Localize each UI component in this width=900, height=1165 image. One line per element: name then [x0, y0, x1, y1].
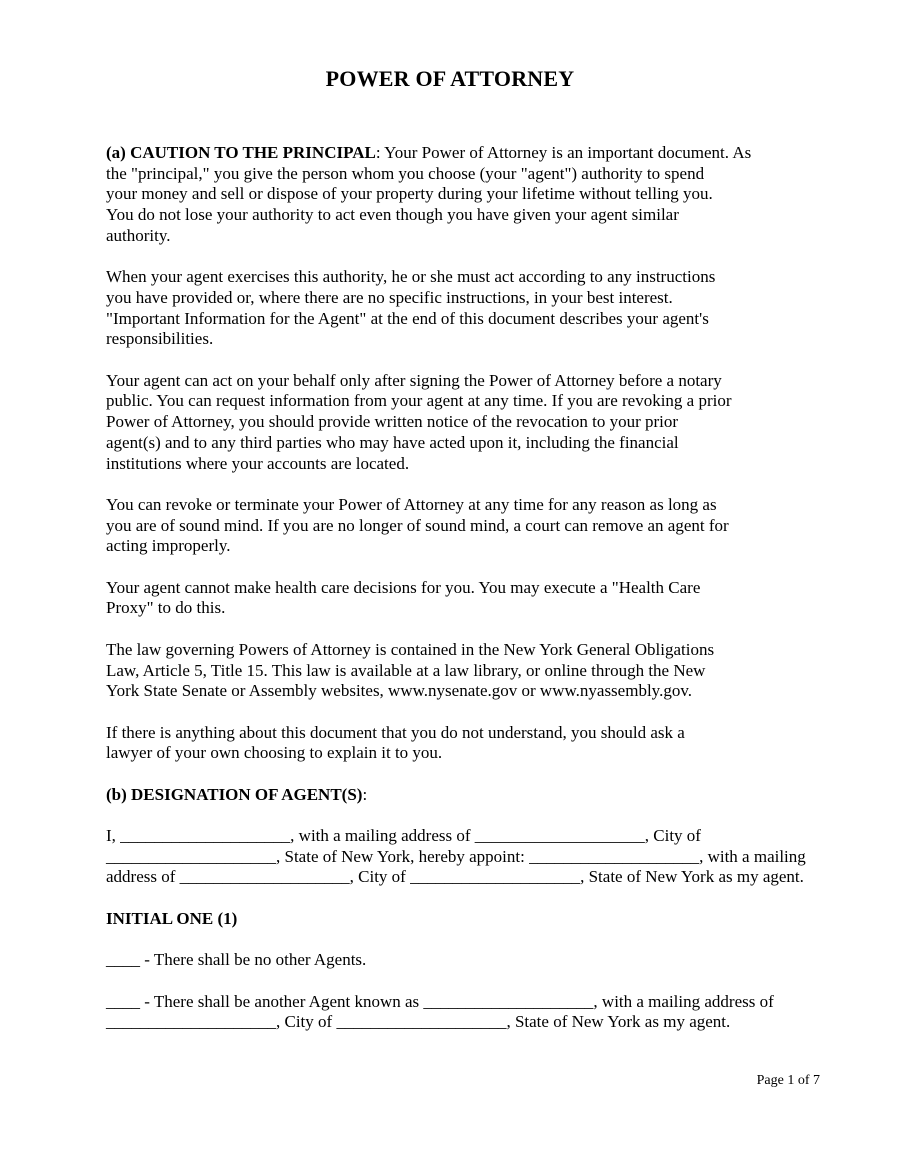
caution-paragraph [106, 143, 806, 247]
caution-line-1-text: : Your Power of Attorney is an important document. As [375, 143, 752, 162]
paragraph-line: You can revoke or terminate your Power of Attorney at any time for any reason as long as [106, 494, 717, 514]
revoke-paragraph [106, 495, 806, 557]
caution-line-4: You do not lose your authority to act even though you have given your agent similar [106, 205, 679, 225]
designation-heading-line [106, 785, 806, 806]
option-line: ____ - There shall be another Agent known as ____________________, with a mailing address of [106, 991, 774, 1011]
document-title: POWER OF ATTORNEY [325, 66, 575, 91]
paragraph-line: agent(s) and to any third parties who may have acted upon it, including the financial [106, 432, 679, 452]
caution-line-2: the "principal," you give the person whom you choose (your "agent") authority to spend [106, 163, 705, 183]
paragraph-line: Power of Attorney, you should provide written notice of the revocation to your prior [106, 412, 679, 432]
lawyer-paragraph [106, 723, 806, 764]
agent-authority-paragraph [106, 267, 806, 350]
paragraph-line: Your agent can act on your behalf only after signing the Power of Attorney before a notary [106, 370, 722, 390]
caution-line-3: your money and sell or dispose of your property during your lifetime without telling you. [106, 184, 713, 204]
initial-one-heading: INITIAL ONE (1) [106, 908, 238, 928]
designation-heading-suffix: : [362, 784, 368, 804]
caution-line-1 [106, 143, 806, 164]
appointment-line: ____________________, State of New York, hereby appoint: ____________________, with a mailing [106, 846, 806, 866]
option-line: ____________________, City of ____________________, State of New York as my agent. [106, 1012, 731, 1032]
option-another-agent [106, 992, 806, 1033]
paragraph-line: Law, Article 5, Title 15. This law is available at a law library, or online through the New [106, 660, 706, 680]
paragraph-line: Proxy" to do this. [106, 598, 226, 618]
paragraph-line: you have provided or, where there are no specific instructions, in your best interest. [106, 287, 673, 307]
paragraph-line: "Important Information for the Agent" at the end of this document describes your agent's [106, 308, 709, 328]
caution-heading: (a) CAUTION TO THE PRINCIPAL [106, 143, 376, 162]
page-number: Page 1 of 7 [756, 1073, 820, 1088]
caution-line-5: authority. [106, 225, 171, 245]
appointment-line: address of ____________________, City of ____________________, State of New York as my agent. [106, 867, 804, 887]
appointment-paragraph [106, 826, 806, 888]
paragraph-line: public. You can request information from your agent at any time. If you are revoking a prior [106, 391, 732, 411]
paragraph-line: you are of sound mind. If you are no longer of sound mind, a court can remove an agent for [106, 515, 729, 535]
appointment-line: I, ____________________, with a mailing address of ____________________, City of [106, 826, 701, 846]
paragraph-line: institutions where your accounts are located. [106, 453, 410, 473]
designation-heading: (b) DESIGNATION OF AGENT(S) [106, 784, 363, 804]
law-paragraph [106, 640, 806, 702]
paragraph-line: acting improperly. [106, 536, 231, 556]
health-care-paragraph [106, 578, 806, 619]
option-no-other-agents: ____ - There shall be no other Agents. [106, 950, 367, 970]
paragraph-line: The law governing Powers of Attorney is contained in the New York General Obligations [106, 639, 715, 659]
document-body [106, 143, 806, 1054]
paragraph-line: lawyer of your own choosing to explain it to you. [106, 743, 443, 763]
notary-paragraph [106, 371, 806, 475]
paragraph-line: When your agent exercises this authority, he or she must act according to any instructions [106, 267, 716, 287]
paragraph-line: York State Senate or Assembly websites, www.nysenate.gov or www.nyassembly.gov. [106, 681, 692, 701]
paragraph-line: responsibilities. [106, 329, 214, 349]
paragraph-line: If there is anything about this document that you do not understand, you should ask a [106, 722, 685, 742]
paragraph-line: Your agent cannot make health care decisions for you. You may execute a "Health Care [106, 577, 701, 597]
